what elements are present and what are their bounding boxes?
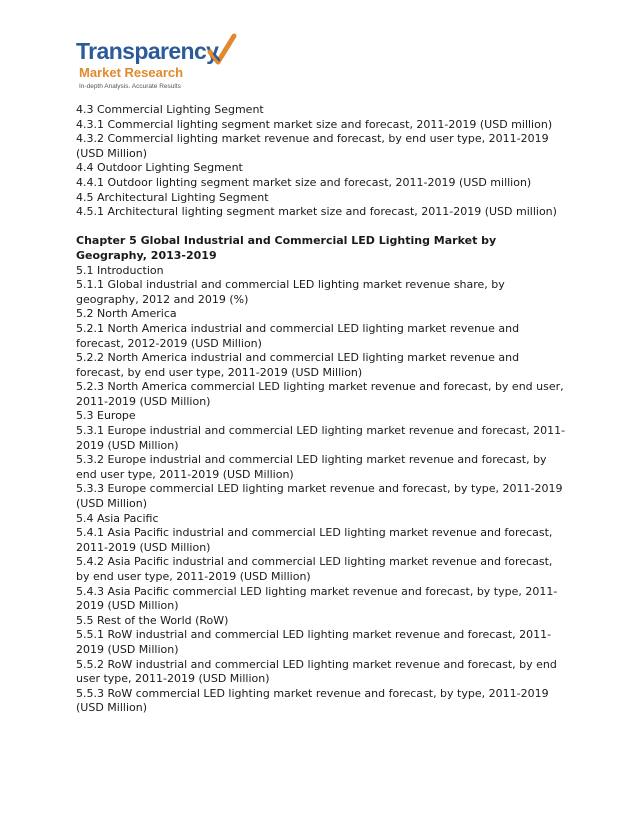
toc-line: 5.5.1 RoW industrial and commercial LED lighting market revenue and forecast, 2011-2019 (USD Million)	[76, 628, 552, 656]
logo-name: Transparency	[76, 38, 219, 64]
section-list-bottom	[76, 264, 566, 716]
toc-line: 4.3.2 Commercial lighting market revenue and forecast, by end user type, 2011-2019 (USD Million)	[76, 132, 549, 160]
toc-line: 5.3.3 Europe commercial LED lighting market revenue and forecast, by type, 2011-2019 (USD Million)	[76, 482, 563, 511]
toc-line: 5.1.1 Global industrial and commercial LED lighting market revenue share, by geography, 2012 and 2019 (%)	[76, 278, 505, 306]
toc-line: 5.1 Introduction	[76, 263, 164, 277]
toc-line: 5.2 North America	[76, 307, 177, 321]
toc-line: 5.3.2 Europe industrial and commercial LED lighting market revenue and forecast, by end user type, 2011-2019 (USD Million)	[76, 453, 547, 481]
logo-subtitle: Market Research	[79, 65, 184, 80]
toc-line: 5.3 Europe	[76, 409, 136, 423]
toc-line: 5.2.1 North America industrial and commercial LED lighting market revenue and forecast, 2012-2019 (USD Million)	[76, 321, 520, 350]
toc-line: 5.5.3 RoW commercial LED lighting market revenue and forecast, by type, 2011-2019 (USD Million)	[76, 686, 549, 715]
toc-line: 5.4.1 Asia Pacific industrial and commercial LED lighting market revenue and forecast, 2011-2019 (USD Million)	[76, 526, 553, 554]
toc-line: 4.3 Commercial Lighting Segment	[76, 103, 264, 116]
toc-line: 4.4 Outdoor Lighting Segment	[76, 161, 243, 175]
chapter-heading: Chapter 5 Global Industrial and Commercial LED Lighting Market by Geography, 2013-2019	[76, 234, 497, 262]
toc-line: 5.4.3 Asia Pacific commercial LED lighting market revenue and forecast, by type, 2011-2019 (USD Million)	[76, 584, 558, 613]
toc-line: 5.2.2 North America industrial and commercial LED lighting market revenue and forecast, by end user type, 2011-2019 (USD Million)	[76, 351, 520, 379]
toc-line: 5.4 Asia Pacific	[76, 511, 159, 525]
toc-line: 4.5.1 Architectural lighting segment market size and forecast, 2011-2019 (USD million)	[76, 205, 557, 219]
toc-line: 4.4.1 Outdoor lighting segment market size and forecast, 2011-2019 (USD million)	[76, 175, 532, 189]
toc-line: 5.5 Rest of the World (RoW)	[76, 613, 229, 627]
toc-line: 4.3.1 Commercial lighting segment market size and forecast, 2011-2019 (USD million)	[76, 117, 553, 131]
logo-tagline: In-depth Analysis. Accurate Results	[79, 83, 181, 90]
document-body	[76, 103, 566, 716]
checkmark-icon	[206, 32, 238, 72]
section-list-top	[76, 103, 566, 220]
toc-line: 4.5 Architectural Lighting Segment	[76, 190, 269, 204]
logo	[76, 32, 246, 98]
toc-line: 5.4.2 Asia Pacific industrial and commercial LED lighting market revenue and forecast, by end user type, 2011-2019 (USD Million)	[76, 555, 553, 583]
toc-line: 5.3.1 Europe industrial and commercial LED lighting market revenue and forecast, 2011-2019 (USD Million)	[76, 424, 566, 452]
toc-line: 5.2.3 North America commercial LED lighting market revenue and forecast, by end user, 2011-2019 (USD Million)	[76, 380, 564, 408]
toc-line: 5.5.2 RoW industrial and commercial LED lighting market revenue and forecast, by end user type, 2011-2019 (USD Million)	[76, 657, 557, 686]
